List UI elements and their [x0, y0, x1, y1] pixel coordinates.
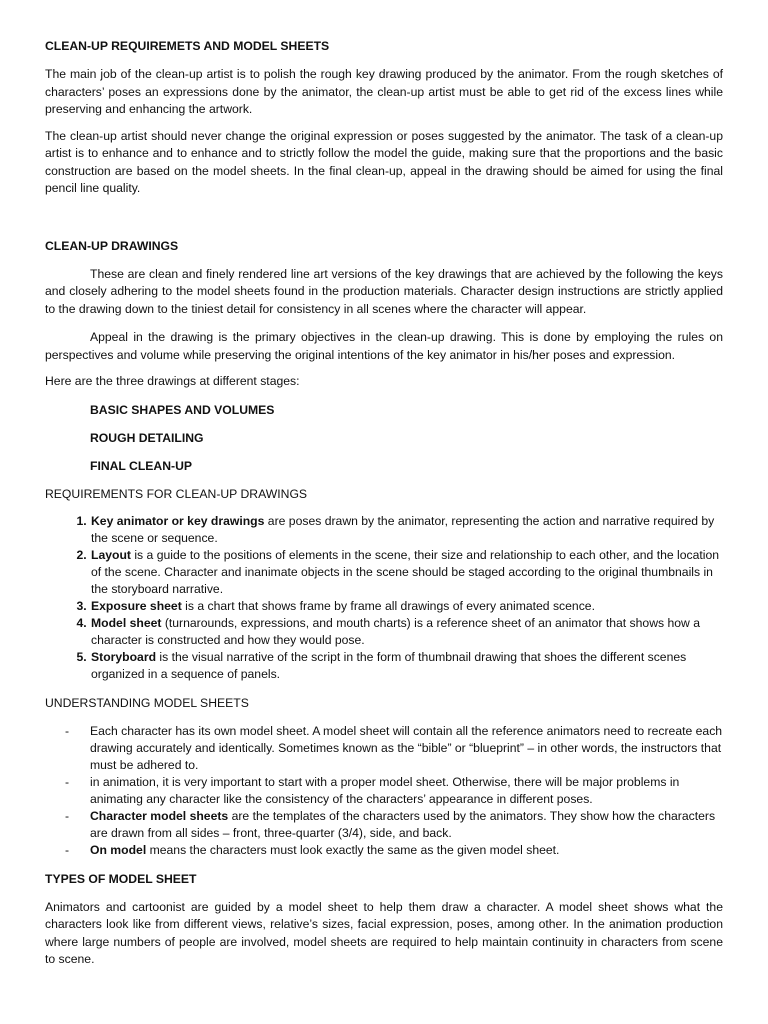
list-item: - Character model sheets are the templates of the characters used by the animators. They show how the characters are drawn from all sides – front, three-quarter (3/4), side, and back.: [65, 808, 716, 840]
list-item: 1. Key animator or key drawings are poses drawn by the animator, representing the action and narrative required by the scene or sequence.: [90, 513, 723, 547]
list-item: - in animation, it is very important to start with a proper model sheet. Otherwise, there will be major problems in animating any character like the consistency of the characters’ appearance in different poses.: [65, 774, 680, 806]
section-heading-cleanup-drawings: CLEAN-UP DRAWINGS: [45, 238, 179, 253]
section-heading-types-model-sheet: TYPES OF MODEL SHEET: [45, 871, 197, 886]
paragraph-cleanup-artist-job: The main job of the clean-up artist is to polish the rough key drawing produced by the animator. From the rough sketches of characters’ poses an expressions done by the animator, the clean-up artist must be able to get rid of the excess lines while preserving and enhancing the artwork.: [45, 67, 723, 116]
stage-final-cleanup: FINAL CLEAN-UP: [90, 458, 193, 473]
section-heading-understanding-model-sheets: UNDERSTANDING MODEL SHEETS: [45, 695, 249, 710]
list-item: - Each character has its own model sheet. A model sheet will contain all the reference animators need to recreate each drawing accurately and identically. Sometimes known as the “bible” or “blueprint” – in other words, the instructors that must be adhered to.: [65, 723, 723, 772]
list-item: 2. Layout is a guide to the positions of elements in the scene, their size and relationship to each other, and the location of the scene. Character and inanimate objects in the scene should be staged according to the original thumbnails in the storyboard narrative.: [90, 547, 723, 598]
section-heading-requirements-model-sheets: CLEAN-UP REQUIREMETS AND MODEL SHEETS: [45, 39, 330, 53]
stage-rough-detailing: ROUGH DETAILING: [90, 430, 204, 445]
list-item: 5. Storyboard is the visual narrative of the script in the form of thumbnail drawing that shoes the different scenes organized in a sequence of panels.: [90, 649, 723, 683]
understanding-list: [45, 723, 723, 859]
list-item: 3. Exposure sheet is a chart that shows frame by frame all drawings of every animated scence.: [90, 598, 723, 615]
list-item: 4. Model sheet (turnarounds, expressions, and mouth charts) is a reference sheet of an animator that shows how a character is constructed and how they would pose.: [90, 615, 723, 649]
paragraph-three-drawings-intro: Here are the three drawings at different stages:: [45, 374, 300, 388]
requirements-list: [45, 513, 723, 683]
paragraph-appeal-in-drawing: Appeal in the drawing is the primary objectives in the clean-up drawing. This is done by employing the rules on perspectives and volume while preserving the original intentions of the key animator in his/her poses and expression.: [45, 330, 723, 362]
stage-basic-shapes: BASIC SHAPES AND VOLUMES: [90, 402, 275, 417]
paragraph-types-model-sheet: Animators and cartoonist are guided by a model sheet to help them draw a character. A model sheet shows what the characters look like from different views, relative’s sizes, facial expression, poses, among other. In the animation production where large numbers of people are involved, model sheets are required to help maintain continuity in characters from scene to scene.: [45, 899, 723, 966]
paragraph-cleanup-artist-task: The clean-up artist should never change the original expression or poses suggested by the animator. The task of a clean-up artist is to enhance and to enhance and to strictly follow the model the guide, making sure that the proportions and the basic construction are based on the model sheets. In the final clean-up, appeal in the drawing should be aimed for using the final pencil line quality.: [45, 128, 723, 195]
list-item: - On model means the characters must look exactly the same as the given model sheet.: [65, 842, 560, 857]
section-heading-requirements-cleanup: REQUIREMENTS FOR CLEAN-UP DRAWINGS: [45, 486, 308, 501]
paragraph-cleanup-drawings-definition: These are clean and finely rendered line art versions of the key drawings that are achieved by the following the keys and closely adhering to the model sheets found in the production materials. Character design instructions are strictly applied to the drawing down to the tiniest detail for consistency in all scenes where the character will appear.: [45, 266, 723, 316]
